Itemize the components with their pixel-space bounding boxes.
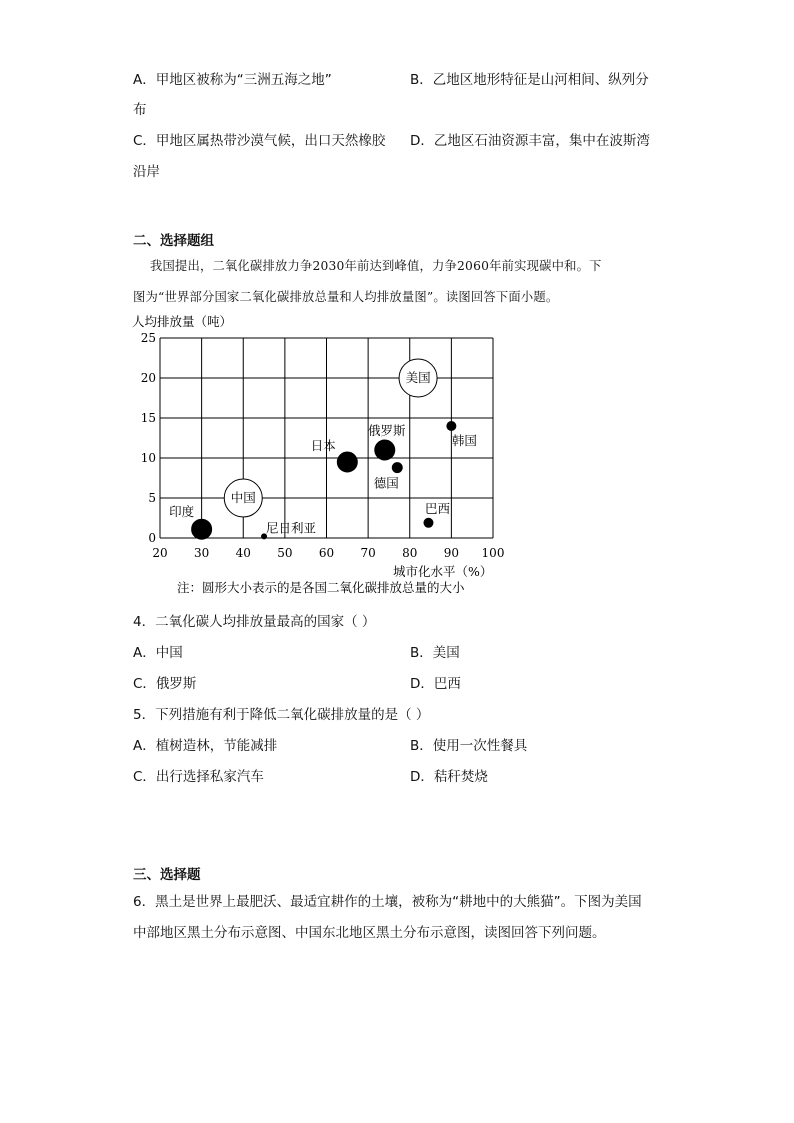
section3-heading: 三、选择题: [133, 867, 201, 883]
x-tick-label: 70: [360, 546, 376, 560]
q4-option-b: B．美国: [410, 645, 460, 661]
q5-option-a: A．植树造林，节能减排: [133, 738, 278, 754]
bubble-label: 韩国: [451, 433, 477, 448]
bubble-label: 巴西: [424, 500, 450, 516]
y-axis-ticks: [141, 331, 156, 545]
bubble-point: [424, 518, 433, 527]
bubble-point: [192, 519, 212, 539]
bubble-labels: [169, 370, 477, 535]
x-axis-ticks: [152, 546, 504, 560]
bubble-label: 印度: [169, 504, 195, 520]
chart-note: 注：圆形大小表示的是各国二氧化碳排放总量的大小: [177, 580, 465, 595]
q3-option-b: B．乙地区地形特征是山河相间、纵列分: [410, 72, 649, 88]
y-tick-label: 5: [148, 491, 156, 505]
q4-stem: 4．二氧化碳人均排放量最高的国家（ ）: [133, 614, 376, 630]
x-tick-label: 100: [481, 546, 505, 560]
y-axis-title: 人均排放量（吨）: [132, 314, 233, 329]
q6-stem-line1: 6．黑土是世界上最肥沃、最适宜耕作的土壤，被称为“耕地中的大熊猫”。下图为美国: [133, 894, 642, 910]
q5-option-b: B．使用一次性餐具: [410, 738, 528, 754]
bubble-point: [337, 452, 357, 472]
q5-option-c: C．出行选择私家汽车: [133, 769, 264, 785]
emission-bubble-chart: [120, 308, 540, 598]
y-tick-label: 10: [140, 451, 156, 465]
bubble-point: [447, 422, 456, 431]
q4-option-d: D．巴西: [410, 676, 461, 692]
x-tick-label: 80: [402, 546, 418, 560]
y-tick-label: 20: [140, 371, 156, 385]
bubble-label: 美国: [405, 370, 431, 385]
bubble-label: 中国: [230, 490, 256, 505]
q3-option-a: A．甲地区被称为“三洲五海之地”: [133, 72, 332, 88]
y-tick-label: 25: [140, 331, 156, 345]
x-axis-title: 城市化水平（%）: [393, 564, 493, 579]
bubble-label: 俄罗斯: [368, 423, 406, 438]
q3-option-b-cont: 布: [133, 102, 147, 118]
x-tick-label: 50: [277, 546, 293, 560]
x-tick-label: 90: [443, 546, 460, 560]
y-tick-label: 15: [140, 411, 156, 425]
q5-option-d: D．秸秆焚烧: [410, 769, 488, 785]
q3-option-d: D．乙地区石油资源丰富，集中在波斯湾: [410, 133, 650, 149]
y-tick-label: 0: [148, 531, 156, 545]
q3-option-d-cont: 沿岸: [133, 164, 160, 180]
section2-heading: 二、选择题组: [133, 233, 214, 249]
q3-option-c: C．甲地区属热带沙漠气候，出口天然橡胶: [133, 133, 386, 149]
x-tick-label: 60: [318, 546, 335, 560]
section2-intro-line1: 我国提出，二氧化碳排放力争2030年前达到峰值，力争2060年前实现碳中和。下: [150, 259, 602, 273]
bubble-label: 德国: [373, 475, 399, 491]
q4-option-a: A．中国: [133, 645, 183, 661]
x-tick-label: 30: [193, 546, 210, 560]
q4-option-c: C．俄罗斯: [133, 676, 197, 692]
x-tick-label: 20: [152, 546, 168, 560]
q5-stem: 5．下列措施有利于降低二氧化碳排放量的是（ ）: [133, 707, 430, 723]
bubble-label: 尼日利亚: [266, 520, 317, 536]
bubble-point: [375, 440, 395, 460]
section2-intro-line2: 图为“世界部分国家二氧化碳排放总量和人均排放量图”。读图回答下面小题。: [133, 290, 559, 304]
bubble-label: 日本: [310, 438, 336, 453]
x-tick-label: 40: [235, 546, 251, 560]
q6-stem-line2: 中部地区黑土分布示意图、中国东北地区黑土分布示意图，读图回答下列问题。: [133, 925, 606, 941]
bubble-point: [392, 463, 402, 473]
